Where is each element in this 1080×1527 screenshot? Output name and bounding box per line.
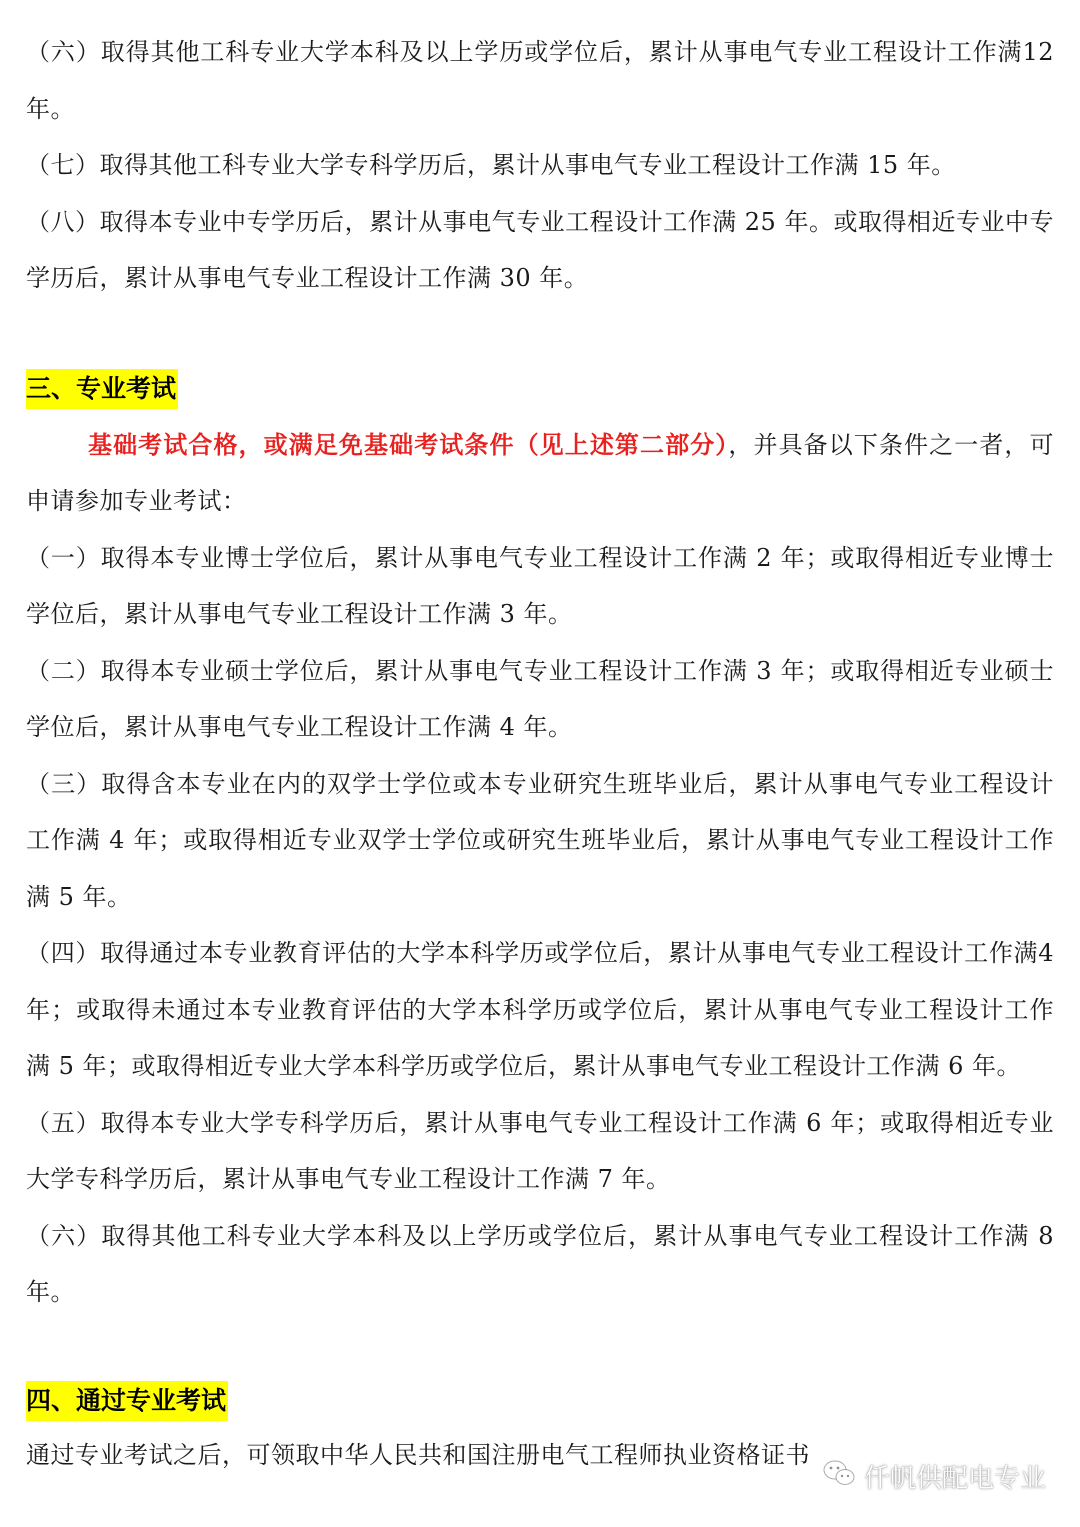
condition-item-2: （二）取得本专业硕士学位后，累计从事电气专业工程设计工作满 3 年；或取得相近专业硕士学位后，累计从事电气专业工程设计工作满 4 年。 xyxy=(26,656,1054,741)
document-page xyxy=(26,24,1054,1483)
condition-item-3: （三）取得含本专业在内的双学士学位或本专业研究生班毕业后，累计从事电气专业工程设计工作满 4 年；或取得相近专业双学士学位或研究生班毕业后，累计从事电气专业工程设计工作满 5 年。 xyxy=(26,769,1054,911)
section-3-intro-text: ，并具备以下条件之一者，可申请参加专业考试： xyxy=(26,430,1055,515)
watermark xyxy=(822,1458,1046,1495)
paragraph-item-6: （六）取得其他工科专业大学本科及以上学历或学位后，累计从事电气专业工程设计工作满12 年。 xyxy=(26,38,1054,123)
paragraph-item-7: （七）取得其他工科专业大学专科学历后，累计从事电气专业工程设计工作满 15 年。 xyxy=(26,151,956,179)
section-3-heading: 三、专业考试 xyxy=(26,369,178,409)
section-4-body: 通过专业考试之后，可领取中华人民共和国注册电气工程师执业资格证书 xyxy=(26,1440,810,1469)
section-3-heading-wrap xyxy=(26,369,1054,409)
section-4-heading-wrap xyxy=(26,1381,1054,1421)
wechat-icon xyxy=(822,1458,856,1495)
condition-item-5: （五）取得本专业大学专科学历后，累计从事电气专业工程设计工作满 6 年；或取得相近专业大学专科学历后，累计从事电气专业工程设计工作满 7 年。 xyxy=(26,1108,1054,1193)
spacer xyxy=(26,307,1054,369)
condition-item-4: （四）取得通过本专业教育评估的大学本科学历或学位后，累计从事电气专业工程设计工作满4 年；或取得未通过本专业教育评估的大学本科学历或学位后，累计从事电气专业工程设计工作满 5 年；或取得相近专业大学本科学历或学位后，累计从事电气专业工程设计工作满 6 年。 xyxy=(26,939,1054,1080)
section-4-heading: 四、通过专业考试 xyxy=(26,1381,228,1421)
watermark-text: 仟帆供配电专业 xyxy=(863,1464,1046,1494)
section-3-intro-highlight: 基础考试合格，或满足免基础考试条件（见上述第二部分） xyxy=(88,429,729,459)
section-3-intro xyxy=(26,417,1054,530)
spacer xyxy=(26,1321,1054,1381)
paragraph-item-8: （八）取得本专业中专学历后，累计从事电气专业工程设计工作满 25 年。或取得相近专业中专学历后，累计从事电气专业工程设计工作满 30 年。 xyxy=(26,207,1054,292)
condition-item-6: （六）取得其他工科专业大学本科及以上学历或学位后，累计从事电气专业工程设计工作满 8 年。 xyxy=(26,1221,1054,1306)
condition-item-1: （一）取得本专业博士学位后，累计从事电气专业工程设计工作满 2 年；或取得相近专业博士学位后，累计从事电气专业工程设计工作满 3 年。 xyxy=(26,543,1054,628)
